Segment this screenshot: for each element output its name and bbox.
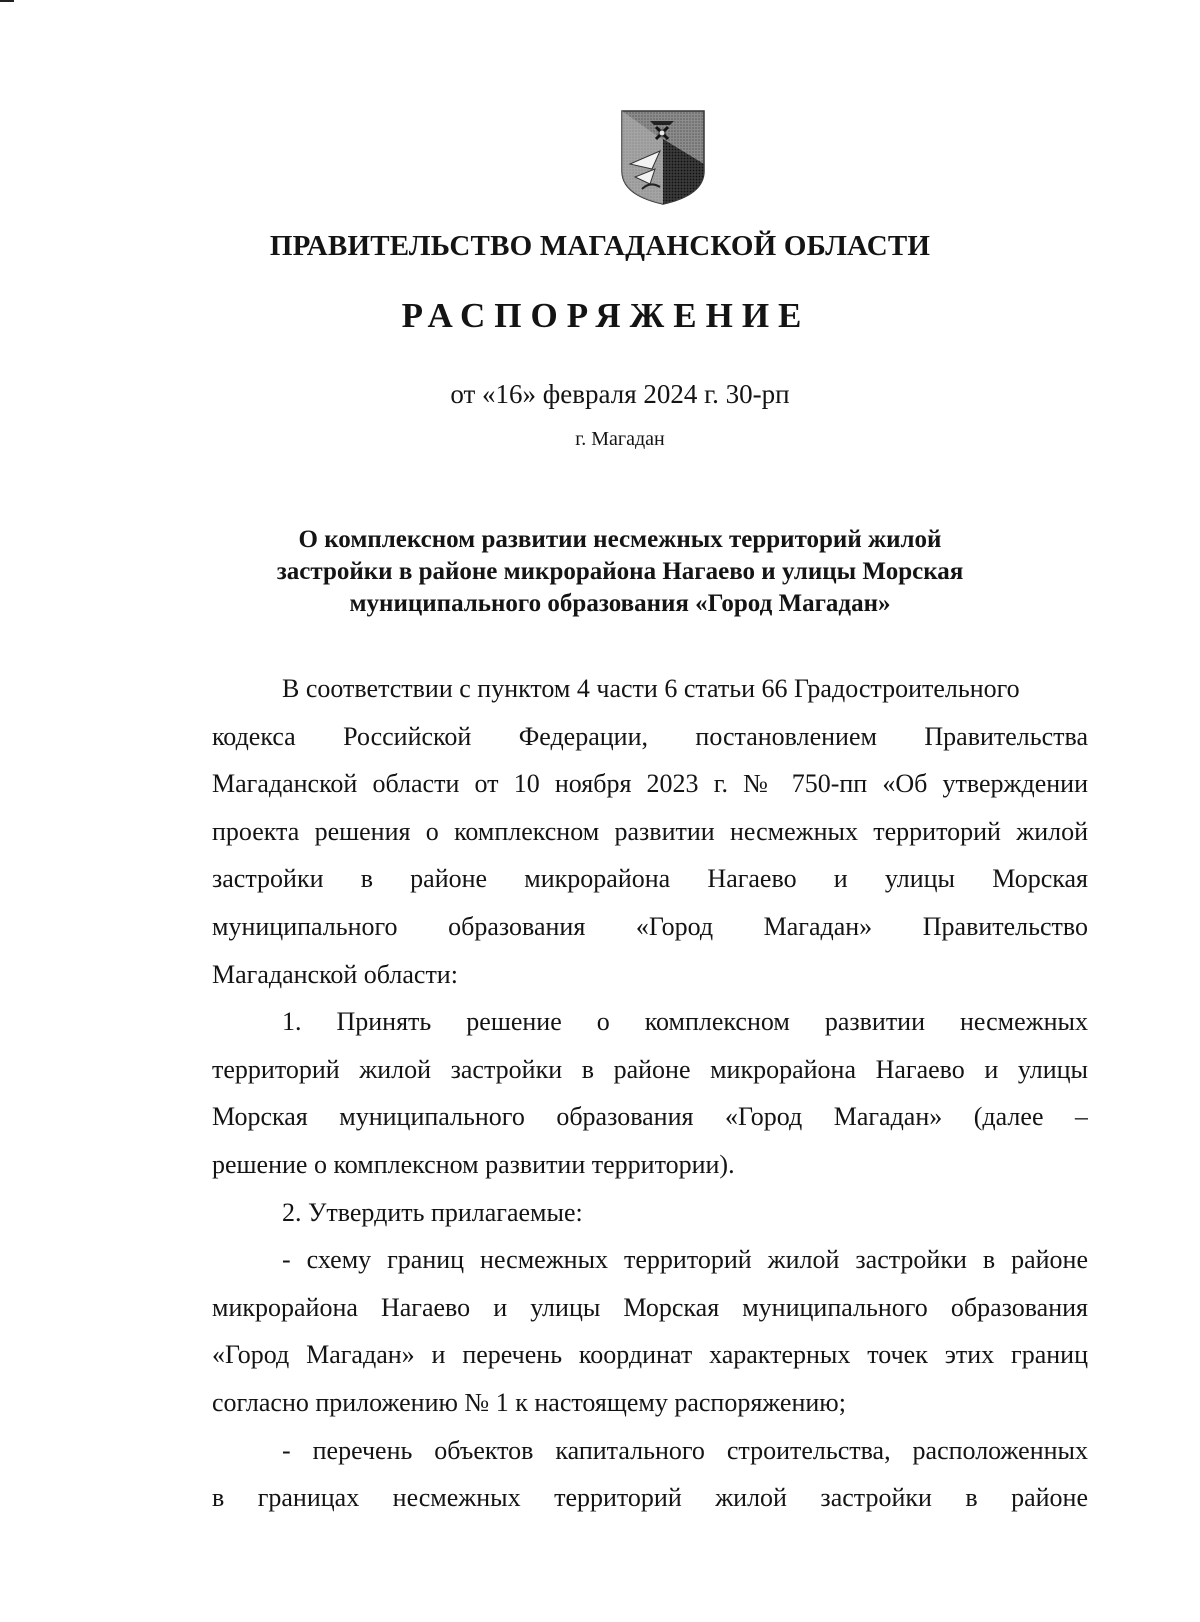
body-line: 2. Утвердить прилагаемые: bbox=[282, 1197, 583, 1227]
body-line: проекта решения о комплексном развитии несмежных территорий жилой bbox=[212, 816, 1088, 846]
document-title-line: О комплексном развитии несмежных территорий жилой bbox=[298, 526, 942, 553]
body-line: - схему границ несмежных территорий жилой застройки в районе bbox=[282, 1245, 1088, 1275]
body-line: в границах несмежных территорий жилой застройки в районе bbox=[212, 1483, 1088, 1513]
body-line: В соответствии с пунктом 4 части 6 статьи 66 Градостроительного bbox=[282, 674, 1020, 703]
document-type: РАСПОРЯЖЕНИЕ bbox=[401, 296, 811, 335]
body-line: территорий жилой застройки в районе микрорайона Нагаево и улицы bbox=[212, 1054, 1088, 1084]
document-date-number: от «16» февраля 2024 г. 30-рп bbox=[450, 379, 790, 409]
body-line: согласно приложению № 1 к настоящему распоряжению; bbox=[212, 1387, 846, 1417]
body-line: решение о комплексном развитии территории). bbox=[212, 1149, 735, 1179]
body-line: - перечень объектов капитального строительства, расположенных bbox=[282, 1435, 1088, 1465]
document-city: г. Магадан bbox=[575, 428, 665, 450]
government-name: ПРАВИТЕЛЬСТВО МАГАДАНСКОЙ ОБЛАСТИ bbox=[269, 230, 931, 262]
body-line: застройки в районе микрорайона Нагаево и улицы Морская bbox=[212, 864, 1088, 894]
document-title-line: муниципального образования «Город Магадан» bbox=[349, 590, 891, 617]
document-title-line: застройки в районе микрорайона Нагаево и улицы Морская bbox=[276, 558, 964, 585]
body-line: кодекса Российской Федерации, постановлением Правительства bbox=[212, 721, 1088, 751]
body-line: микрорайона Нагаево и улицы Морская муниципального образования bbox=[212, 1292, 1088, 1322]
scan-edge-mark bbox=[0, 0, 14, 2]
coat-of-arms-icon bbox=[620, 109, 706, 206]
body-line: 1. Принять решение о комплексном развитии несмежных bbox=[282, 1007, 1088, 1037]
document-body bbox=[212, 674, 1088, 1531]
body-line: Магаданской области: bbox=[212, 959, 458, 989]
body-line: «Город Магадан» и перечень координат характерных точек этих границ bbox=[212, 1340, 1088, 1370]
body-line: Магаданской области от 10 ноября 2023 г. № 750-пп «Об утверждении bbox=[212, 769, 1088, 799]
body-line: Морская муниципального образования «Город Магадан» (далее – bbox=[212, 1102, 1088, 1132]
body-line: муниципального образования «Город Магадан» Правительство bbox=[212, 911, 1088, 941]
